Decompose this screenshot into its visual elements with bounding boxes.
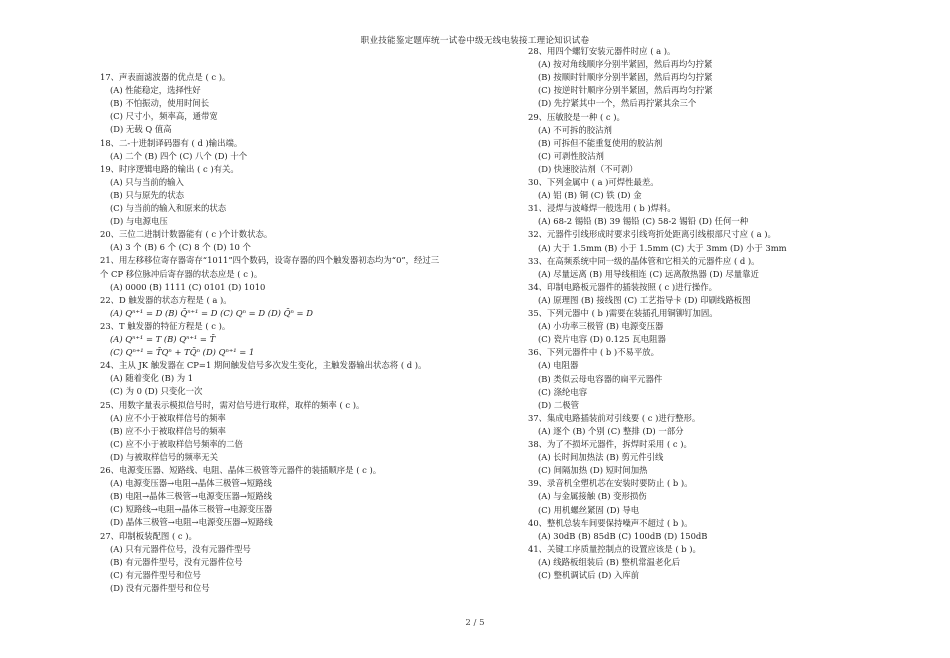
answer-option: (D) 与电源电压 [110,216,168,227]
answer-option: (C) 与当前的输入和原来的状态 [110,203,227,213]
answer-option: (A) Qⁿ⁺¹ = D (B) Q̄ⁿ⁺¹ = D (C) Qⁿ = D (D) Q̄ⁿ = D [110,307,313,318]
answer-option: (A) 只有元器件位号，没有元器件型号 [110,543,251,554]
answer-option: (B) 只与原先的状态 [110,189,184,200]
question-line: 40、整机总装车间要保持噪声不超过 ( b )。 [528,517,693,528]
answer-option: (A) 电阻器 [538,360,579,371]
answer-option: (A) 长时间加热法 (B) 剪元件引线 [538,452,664,463]
answer-option: (B) 类似云母电容器的扁平元器件 [538,373,663,384]
answer-option: (A) 尽量远离 (B) 用导线相连 (C) 远离散热器 (D) 尽量靠近 [538,268,759,279]
answer-option: (C) 尺寸小，频率高，通带宽 [110,111,218,122]
question-line: 20、三位二进制计数器能有 ( c )个计数状态。 [100,229,273,240]
answer-option: (A) 3 个 (B) 6 个 (C) 8 个 (D) 10 个 [110,242,251,253]
answer-option: (A) 按对角线顺序分别半紧固，然后再均匀拧紧 [538,59,713,70]
answer-option: (C) 涤纶电容 [538,386,588,397]
answer-option: (B) 电阻→晶体三极管→电源变压器→短路线 [110,491,273,502]
answer-option: (B) 按顺时针顺序分别半紧固，然后再均匀拧紧 [538,72,713,83]
answer-option: (C) Qⁿ⁺¹ = T̄Qⁿ + TQ̄ⁿ (D) Qⁿ⁺¹ = 1 [110,347,255,358]
question-line: 29、压敏胶是一种 ( c )。 [528,111,625,122]
answer-option: (D) 与被取样信号的频率无关 [110,451,219,462]
answer-option: (A) 与金属接触 (B) 变形损伤 [538,491,647,502]
question-line: 25、用数字量表示模拟信号时，需对信号进行取样，取样的频率 ( c )。 [100,399,365,410]
answer-option: (D) 晶体三极管→电阻→电源变压器→短路线 [110,517,273,528]
answer-option: (B) 有元器件型号，没有元器件位号 [110,556,243,567]
answer-option: (A) Qⁿ⁺¹ = T (B) Qⁿ⁺¹ = T̄ [110,334,216,344]
answer-option: (C) 有元器件型号和位号 [110,569,201,580]
question-line: 18、二-十进制译码器有 ( d )输出端。 [100,137,243,148]
page-header: 职业技能鉴定题库统一试卷中级无线电装接工理论知识试卷 [360,36,590,46]
answer-option: (C) 用机螺丝紧固 (D) 导电 [538,504,640,515]
question-line: 37、集成电路插装前对引线要 ( c )进行整形。 [528,412,701,423]
answer-option: (A) 小功率三极管 (B) 电源变压器 [538,321,664,332]
answer-option: (B) 应不小于被取样信号的频率 [110,425,226,436]
question-line: 41、关键工序质量控制点的设置应该是 ( b )。 [528,543,701,554]
answer-option: (C) 瓷片电容 (D) 0.125 瓦电阻器 [538,334,666,345]
answer-option: (C) 可剥性胶沾剂 [538,150,604,161]
question-line: 22、D 触发器的状态方程是 ( a )。 [100,294,232,305]
answer-option: (C) 短路线→电阻→晶体三极管→电源变压器 [110,504,273,515]
question-line: 27、印制板装配图 ( c )。 [100,530,197,541]
answer-option: (C) 间隔加热 (D) 短时间加热 [538,465,648,476]
question-line: 38、为了不损坏元器件，拆焊时采用 ( c )。 [528,439,692,449]
question-line: 35、下列元器中 ( b )需要在装插孔用铜铆钉加固。 [528,308,718,318]
question-line: 21、用左移移位寄存器寄存“1011”四个数码，设寄存器的四个触发器初态均为“0”，经过三 [100,255,440,266]
question-line: 32、元器件引线形成时要求引线弯折处距离引线根部尺寸应 ( a )。 [528,229,776,240]
page-number: 2 / 5 [465,618,485,628]
answer-option: (A) 只与当前的输入 [110,176,184,187]
question-line: 30、下列金属中 ( a )可焊性最差。 [528,177,659,187]
answer-option: (D) 无载 Q 值高 [110,124,172,135]
answer-option: (C) 应不小于被取样信号频率的二倍 [110,438,243,449]
answer-option: (A) 0000 (B) 1111 (C) 0101 (D) 1010 [110,281,266,292]
answer-option: (A) 原理图 (B) 接线图 (C) 工艺指导卡 (D) 印刷线路板图 [538,294,751,305]
question-line: 36、下列元器件中 ( b )不易平放。 [528,347,660,358]
question-line: 23、T 触发器的特征方程是 ( c )。 [100,320,231,331]
answer-option: (A) 铝 (B) 铜 (C) 铁 (D) 金 [538,190,642,201]
question-line: 24、主从 JK 触发器在 CP=1 期间触发信号多次发生变化，主触发器输出状态将 ( d )。 [100,360,427,371]
answer-option: (A) 68-2 锡铅 (B) 39 锡铅 (C) 58-2 锡铅 (D) 任何一种 [538,216,749,227]
answer-option: (C) 整机调试后 (D) 入库前 [538,570,640,580]
answer-option: (C) 为 0 (D) 只变化一次 [110,386,203,397]
answer-option: (A) 电源变压器→电阻→晶体三极管→短路线 [110,478,272,489]
question-line: 34、印制电路板元器件的插装按照 ( c )进行操作。 [528,281,717,292]
answer-option: (D) 二极管 [538,399,580,410]
answer-option: (B) 可拆但不能重复使用的胶沾剂 [538,137,663,148]
answer-option: (A) 二个 (B) 四个 (C) 八个 (D) 十个 [110,150,248,161]
question-line: 28、用四个螺钉安装元器件时应 ( a )。 [528,46,676,56]
question-line: 17、声表面滤波器的优点是 ( c )。 [100,72,231,82]
question-line: 19、时序逻辑电路的输出 ( c )有关。 [100,163,239,174]
question-line: 31、浸焊与波峰焊一般选用 ( b )焊料。 [528,203,676,214]
answer-option: (A) 逐个 (B) 个别 (C) 整排 (D) 一部分 [538,425,684,436]
question-line: 26、电源变压器、短路线、电阻、晶体三极管等元器件的装插顺序是 ( c )。 [100,465,382,475]
answer-option: (C) 按逆时针顺序分别半紧固，然后再均匀拧紧 [538,85,713,96]
question-line: 39、录音机全塑机芯在安装时要防止 ( b )。 [528,478,693,489]
answer-option: (A) 大于 1.5mm (B) 小于 1.5mm (C) 大于 3mm (D) 小于 3mm [538,242,787,253]
answer-option: (A) 应不小于被取样信号的频率 [110,412,226,423]
answer-option: (A) 30dB (B) 85dB (C) 100dB (D) 150dB [538,530,708,541]
answer-option: (B) 不怕振动，使用时间长 [110,98,210,109]
answer-option: (A) 性能稳定，选择性好 [110,85,201,96]
question-line: 个 CP 移位脉冲后寄存器的状态应是 ( c )。 [100,268,263,279]
question-line: 33、在高频系统中同一级的晶体管和它相关的元器件应 ( d )。 [528,255,760,266]
answer-option: (D) 快速胶沾剂（不可剥） [538,163,638,174]
answer-option: (D) 没有元器件型号和位号 [110,582,210,593]
answer-option: (A) 随着变化 (B) 为 1 [110,373,194,384]
answer-option: (A) 不可拆的胶沾剂 [538,124,612,135]
answer-option: (A) 线路板组装后 (B) 整机常温老化后 [538,556,681,567]
answer-option: (D) 先拧紧其中一个，然后再拧紧其余三个 [538,98,697,109]
